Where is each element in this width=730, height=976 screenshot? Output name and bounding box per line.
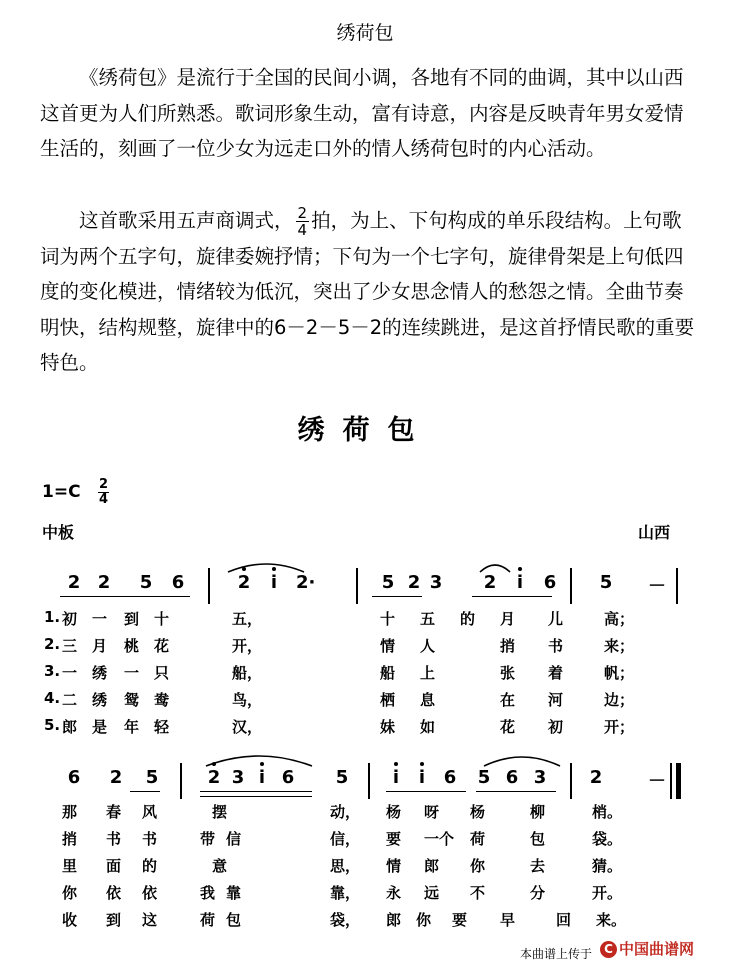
lyric-syllable: 猜。 <box>592 857 623 875</box>
song-title: 绣荷包 <box>297 415 433 446</box>
lyric-syllable: 情 <box>380 637 396 655</box>
note: 2 <box>407 572 421 593</box>
barline <box>208 568 210 604</box>
barline <box>368 763 370 799</box>
octave-high-dot <box>518 567 522 571</box>
lyric-syllable: 轻 <box>154 718 170 736</box>
verse-number: 3. <box>44 662 61 680</box>
lyric-syllable: 只 <box>154 664 170 682</box>
lyric-syllable: 这 <box>142 911 158 929</box>
lyric-syllable: 郎 <box>424 857 440 875</box>
note: 2 <box>483 572 497 593</box>
lyric-syllable: 要 <box>386 830 402 848</box>
octave-high-dot <box>242 567 246 571</box>
lyric-syllable: 年 <box>124 718 140 736</box>
intro-meter-den: 4 <box>297 221 308 239</box>
barline <box>356 568 358 604</box>
note: 2 <box>206 767 222 788</box>
lyric-syllable: 靠 <box>226 884 242 902</box>
note: 5 <box>381 572 395 593</box>
barline <box>180 763 182 799</box>
note: i <box>414 767 430 788</box>
note: 5 <box>139 572 153 593</box>
lyric-syllable: 船 <box>380 664 396 682</box>
lyric-syllable: 张 <box>500 664 516 682</box>
logo-text: 中国曲谱网 <box>619 940 695 958</box>
lyric-syllable: 二 <box>62 691 78 709</box>
beam <box>476 791 556 792</box>
lyric-syllable: 的 <box>460 610 476 628</box>
lyric-syllable: 来； <box>604 637 635 655</box>
footer-uploaded: 本曲谱上传于 <box>520 947 593 961</box>
lyric-syllable: 月 <box>92 637 108 655</box>
lyric-syllable: 花 <box>500 718 516 736</box>
beam <box>386 791 466 792</box>
lyric-syllable: 早 <box>500 911 516 929</box>
lyric-syllable: 如 <box>420 718 436 736</box>
beam <box>60 596 190 597</box>
lyric-syllable: 开。 <box>592 884 623 902</box>
octave-high-dot <box>272 567 276 571</box>
note: 6 <box>505 767 519 788</box>
lyric-syllable: 初 <box>548 718 564 736</box>
lyric-syllable: 回 <box>556 911 572 929</box>
lyric-syllable: 帆； <box>604 664 635 682</box>
lyric-syllable: 儿 <box>548 610 564 628</box>
note: 6 <box>543 572 557 593</box>
note: 3 <box>429 572 443 593</box>
lyric-syllable: 依 <box>142 884 158 902</box>
note: i <box>254 767 270 788</box>
lyric-syllable: 分 <box>530 884 546 902</box>
lyric-syllable: 依 <box>106 884 122 902</box>
lyric-syllable: 你 <box>470 857 486 875</box>
lyric-syllable: 花 <box>154 637 170 655</box>
barline <box>570 763 572 799</box>
lyric-syllable: 我 <box>200 884 216 902</box>
slur <box>482 752 562 768</box>
lyric-syllable: 五 <box>420 610 436 628</box>
lyric-syllable: 动， <box>330 803 361 821</box>
lyric-syllable: 呀 <box>424 803 440 821</box>
lyric-syllable: 杨 <box>470 803 486 821</box>
note: － <box>648 771 666 792</box>
lyric-syllable: 靠， <box>330 884 361 902</box>
lyric-syllable: 开； <box>604 718 635 736</box>
lyric-syllable: 一个 <box>424 830 455 848</box>
lyric-syllable: 不 <box>470 884 486 902</box>
intro-p2-before: 这首歌采用五声商调式， <box>79 209 294 232</box>
lyric-syllable: 带 <box>200 830 216 848</box>
song-meter-num: 2 <box>99 477 109 492</box>
verse-number: 4. <box>44 689 61 707</box>
lyric-syllable: 书 <box>548 637 564 655</box>
lyric-syllable: 初 <box>62 610 78 628</box>
note: 6 <box>171 572 185 593</box>
lyric-syllable: 来。 <box>596 911 627 929</box>
lyric-syllable: 十 <box>154 610 170 628</box>
lyric-syllable: 梢。 <box>592 803 623 821</box>
lyric-syllable: 栖 <box>380 691 396 709</box>
verse-number: 5. <box>44 716 61 734</box>
note: 2· <box>296 572 316 593</box>
note: 5 <box>477 767 491 788</box>
barline <box>676 568 678 604</box>
lyric-syllable: 开， <box>232 637 263 655</box>
note: 5 <box>599 572 613 593</box>
lyric-syllable: 包 <box>226 911 242 929</box>
lyric-syllable: 的 <box>142 857 158 875</box>
lyric-syllable: 绣 <box>92 664 108 682</box>
lyric-syllable: 月 <box>500 610 516 628</box>
lyric-syllable: 那 <box>62 803 78 821</box>
note: 5 <box>335 767 349 788</box>
lyric-syllable: 捎 <box>62 830 78 848</box>
note: 3 <box>231 767 245 788</box>
lyric-syllable: 摆 <box>212 803 228 821</box>
song-meter <box>98 478 109 507</box>
lyric-syllable: 杨 <box>386 803 402 821</box>
verse-number: 2. <box>44 635 61 653</box>
note: 5 <box>145 767 159 788</box>
lyric-syllable: 风 <box>142 803 158 821</box>
lyric-syllable: 到 <box>106 911 122 929</box>
lyric-syllable: 三 <box>62 637 78 655</box>
lyric-syllable: 要 <box>452 911 468 929</box>
lyric-syllable: 桃 <box>124 637 140 655</box>
note: 6 <box>67 767 81 788</box>
lyric-syllable: 十 <box>380 610 396 628</box>
lyric-syllable: 人 <box>420 637 436 655</box>
lyric-syllable: 到 <box>124 610 140 628</box>
octave-high-dot <box>212 762 216 766</box>
lyric-syllable: 是 <box>92 718 108 736</box>
intro-meter-num: 2 <box>297 204 308 222</box>
lyric-syllable: 情 <box>386 857 402 875</box>
song-key: 1=C <box>42 482 81 502</box>
logo-mark-icon: C <box>600 941 617 958</box>
note: i <box>388 767 404 788</box>
lyric-syllable: 永 <box>386 884 402 902</box>
note: 6 <box>443 767 457 788</box>
lyric-syllable: 信 <box>226 830 242 848</box>
lyric-syllable: 书 <box>106 830 122 848</box>
beam <box>372 596 422 597</box>
note: 2 <box>67 572 81 593</box>
lyric-syllable: 里 <box>62 857 78 875</box>
lyric-syllable: 袋， <box>330 911 361 929</box>
lyric-syllable: 远 <box>424 884 440 902</box>
lyric-syllable: 高； <box>604 610 635 628</box>
note: 2 <box>236 572 252 593</box>
lyric-syllable: 郎 <box>62 718 78 736</box>
lyric-syllable: 袋。 <box>592 830 623 848</box>
lyric-syllable: 着 <box>548 664 564 682</box>
octave-high-dot <box>420 762 424 766</box>
lyric-syllable: 绣 <box>92 691 108 709</box>
note: － <box>648 576 666 597</box>
lyric-syllable: 荷 <box>200 911 216 929</box>
octave-high-dot <box>260 762 264 766</box>
lyric-syllable: 收 <box>62 911 78 929</box>
lyric-syllable: 思， <box>330 857 361 875</box>
lyric-syllable: 一 <box>92 610 108 628</box>
lyric-syllable: 在 <box>500 691 516 709</box>
slur <box>204 752 314 768</box>
lyric-syllable: 柳 <box>530 803 546 821</box>
lyric-syllable: 船， <box>232 664 263 682</box>
barline <box>570 568 572 604</box>
song-origin: 山西 <box>638 523 671 542</box>
lyric-syllable: 包 <box>530 830 546 848</box>
beam <box>200 791 312 792</box>
lyric-syllable: 一 <box>124 664 140 682</box>
note: 2 <box>589 767 603 788</box>
lyric-syllable: 汉， <box>232 718 263 736</box>
note: i <box>266 572 282 593</box>
lyric-syllable: 面 <box>106 857 122 875</box>
lyric-syllable: 河 <box>548 691 564 709</box>
lyric-syllable: 郎 <box>386 911 402 929</box>
final-barline-thin <box>670 763 672 799</box>
lyric-syllable: 意 <box>212 857 228 875</box>
note: 2 <box>97 572 111 593</box>
song-tempo: 中板 <box>42 523 75 542</box>
lyric-syllable: 信， <box>330 830 361 848</box>
octave-high-dot <box>394 762 398 766</box>
verse-number: 1. <box>44 608 61 626</box>
lyric-syllable: 书 <box>142 830 158 848</box>
lyric-syllable: 去 <box>530 857 546 875</box>
beam <box>130 791 160 792</box>
note: 3 <box>533 767 547 788</box>
intro-paragraph-2 <box>40 203 700 381</box>
lyric-syllable: 边； <box>604 691 635 709</box>
lyric-syllable: 捎 <box>500 637 516 655</box>
page-header: 绣荷包 <box>336 22 394 44</box>
lyric-syllable: 上 <box>420 664 436 682</box>
lyric-syllable: 鸯 <box>154 691 170 709</box>
beam <box>200 796 312 797</box>
note: i <box>512 572 528 593</box>
intro-meter-fraction <box>296 205 310 238</box>
note: 2 <box>109 767 123 788</box>
lyric-syllable: 鸟， <box>232 691 263 709</box>
beam <box>472 596 552 597</box>
lyric-syllable: 息 <box>420 691 436 709</box>
lyric-syllable: 五， <box>232 610 263 628</box>
lyric-syllable: 你 <box>62 884 78 902</box>
lyric-syllable: 鸳 <box>124 691 140 709</box>
intro-p2-after: 拍，为上、下句构成的单乐段结构。上句歌词为两个五字句，旋律委婉抒情；下句为一个七字句，旋律骨架是上句低四度的变化模进，情绪较为低沉，突出了少女思念情人的愁怨之情。全曲节奏明快，结构规整，旋律中的6－2－5－2的连续跳进，是这首抒情民歌的重要特色。 <box>40 209 695 374</box>
song-meter-den: 4 <box>99 492 109 507</box>
lyric-syllable: 荷 <box>470 830 486 848</box>
intro-paragraph-1: 《绣荷包》是流行于全国的民间小调，各地有不同的曲调，其中以山西这首更为人们所熟悉。歌词形象生动，富有诗意，内容是反映青年男女爱情生活的，刻画了一位少女为远走口外的情人绣荷包时的内心活动。 <box>40 66 684 160</box>
note: 6 <box>281 767 295 788</box>
lyric-syllable: 春 <box>106 803 122 821</box>
lyric-syllable: 一 <box>62 664 78 682</box>
lyric-syllable: 妹 <box>380 718 396 736</box>
final-barline-thick <box>676 763 681 799</box>
site-logo[interactable] <box>600 938 694 959</box>
lyric-syllable: 你 <box>416 911 432 929</box>
